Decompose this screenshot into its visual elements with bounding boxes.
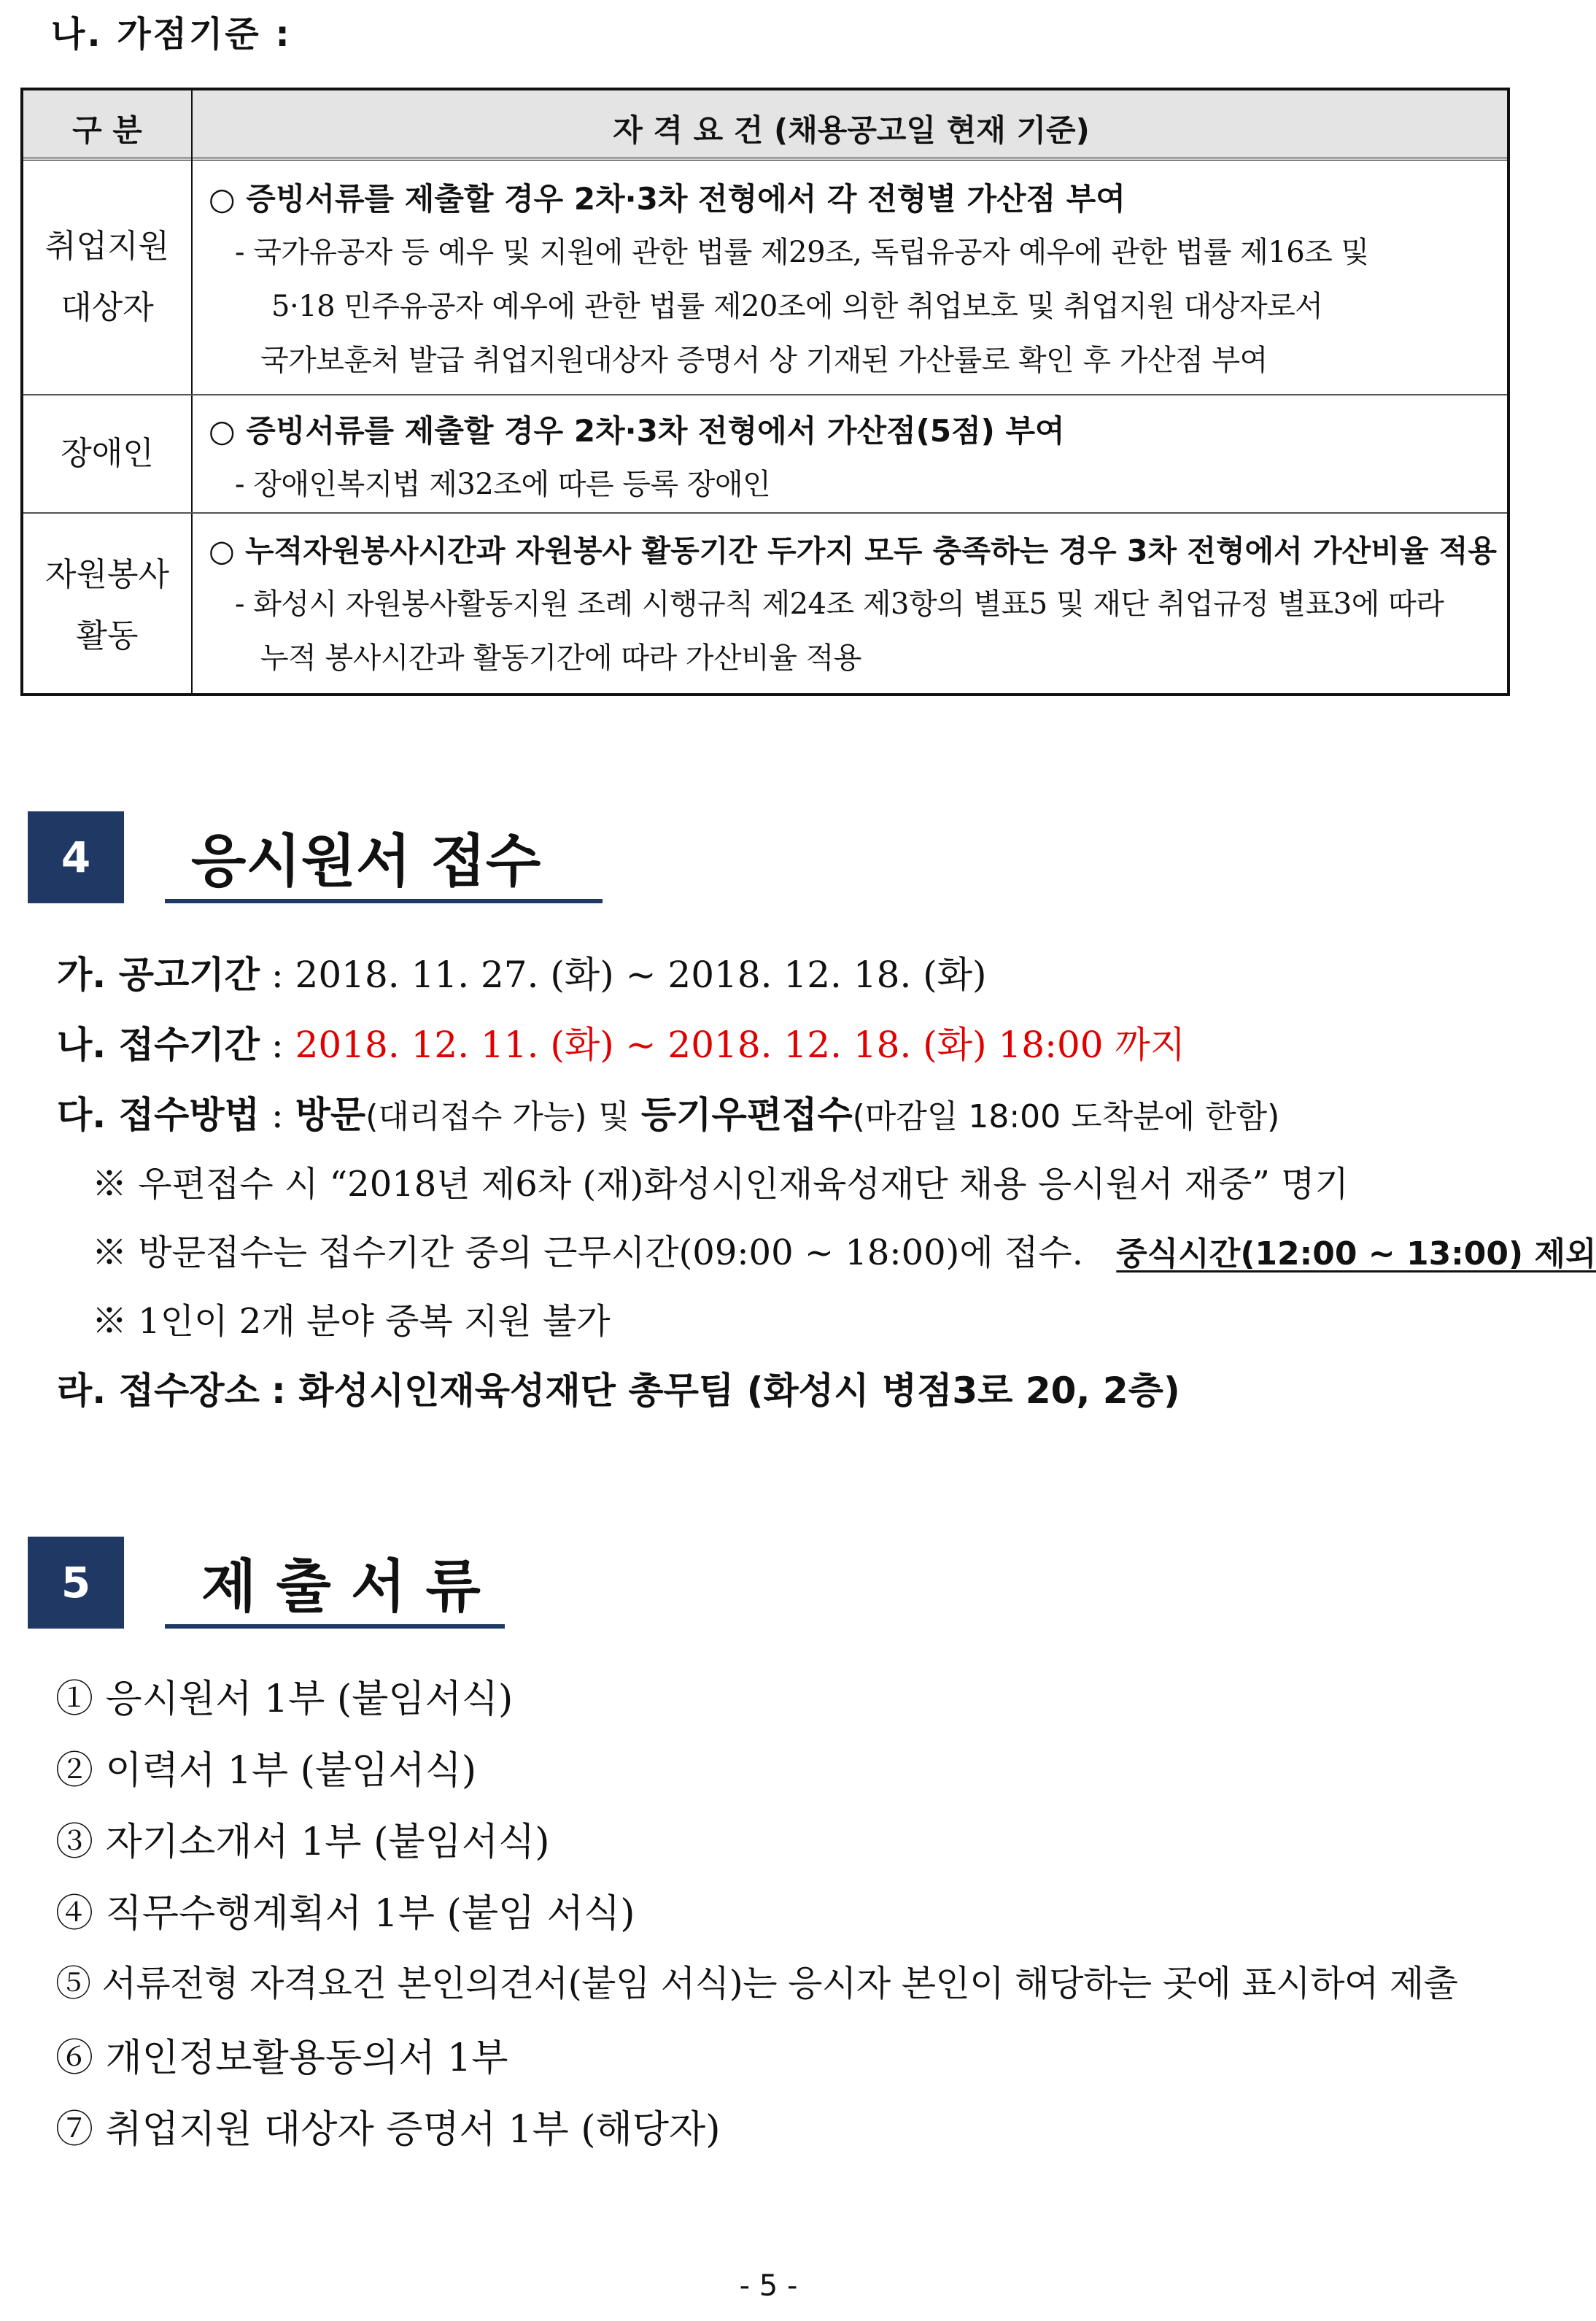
table-row-detail: - 국가유공자 등 예우 및 지원에 관한 법률 제29조, 독립유공자 예우에 관한 법률 제16조 및 (235, 236, 1369, 269)
table-row-category (23, 216, 191, 339)
method-visit-note: (대리접수 가능) (365, 1098, 587, 1135)
category-line: 자원봉사 (44, 556, 169, 593)
reception-period-line (57, 1016, 1185, 1068)
table-row-detail: 5·18 민주유공자 예우에 관한 법률 제20조에 의한 취업보호 및 취업지원 대상자로서 (271, 290, 1323, 323)
category-line: 활동 (76, 617, 139, 654)
document-item: ⑤ 서류전형 자격요건 본인의견서(붙임 서식)는 응시자 본인이 해당하는 곳에 표시하여 제출 (55, 1963, 1458, 2004)
table-row-divider (23, 394, 1507, 395)
item-label: 나. 접수기간 (57, 1024, 260, 1066)
section-number-badge: 4 (28, 811, 124, 903)
item-label: 라. 접수장소 (57, 1370, 260, 1412)
table-row-detail: 국가보훈처 발급 취업지원대상자 증명서 상 기재된 가산률로 확인 후 가산점 부여 (260, 344, 1268, 377)
document-item: ③ 자기소개서 1부 (붙임서식) (55, 1820, 550, 1864)
document-item: ④ 직무수행계획서 1부 (붙임 서식) (55, 1892, 635, 1936)
item-colon: : (271, 1024, 284, 1066)
table-row-detail: - 화성시 자원봉사활동지원 조례 시행규칙 제24조 제3항의 별표5 및 재단 취업규정 별표3에 따라 (235, 587, 1444, 621)
method-mail-note: (마감일 18:00 도착분에 한함) (852, 1098, 1280, 1135)
method-visit: 방문 (295, 1094, 366, 1136)
section-number-badge: 5 (28, 1537, 124, 1629)
table-row-heading: ○ 증빙서류를 제출할 경우 2차·3차 전형에서 가산점(5점) 부여 (209, 413, 1065, 449)
category-line: 대상자 (61, 289, 154, 326)
note-visit-text: ※ 방문접수는 접수기간 중의 근무시간(09:00 ~ 18:00)에 접수. (92, 1232, 1084, 1273)
method-and: 및 (598, 1098, 630, 1135)
section-title: 응시원서 접수 (191, 829, 541, 895)
table-row-detail: 누적 봉사시간과 활동기간에 따라 가산비율 적용 (260, 641, 861, 675)
category-line: 장애인 (61, 435, 154, 472)
section-title-underline (165, 899, 603, 903)
table-header-requirements: 자 격 요 건 (채용공고일 현재 기준) (613, 112, 1090, 148)
section-title: 제 출 서 류 (201, 1554, 481, 1620)
table-row-divider (23, 512, 1507, 514)
note-duplicate: ※ 1인이 2개 분야 중복 지원 불가 (92, 1301, 611, 1342)
item-label: 가. 공고기간 (57, 954, 260, 996)
document-item: ② 이력서 1부 (붙임서식) (55, 1749, 477, 1793)
item-label: 다. 접수방법 (57, 1094, 260, 1136)
method-mail: 등기우편접수 (640, 1094, 853, 1136)
reception-place-line (57, 1362, 1180, 1414)
document-item: ⑥ 개인정보활용동의서 1부 (55, 2036, 508, 2080)
table-row-category (23, 423, 191, 484)
bonus-criteria-table (20, 88, 1510, 696)
table-header-category: 구 분 (72, 112, 142, 148)
table-row-heading: ○ 증빙서류를 제출할 경우 2차·3차 전형에서 각 전형별 가산점 부여 (209, 181, 1126, 217)
application-period-line (57, 946, 987, 998)
category-line: 취업지원 (44, 228, 169, 265)
reception-method-line (57, 1086, 1279, 1138)
item-colon: : (271, 1094, 284, 1136)
page-number: - 5 - (739, 2269, 798, 2303)
note-visit (92, 1224, 1596, 1275)
note-lunch-exclusion: 중식시간(12:00 ~ 13:00) 제외 (1116, 1235, 1596, 1273)
section-heading-bonus-criteria: 나. 가점기준 : (51, 14, 292, 55)
item-value: : 2018. 11. 27. (화) ~ 2018. 12. 18. (화) (271, 954, 987, 996)
document-item: ① 응시원서 1부 (붙임서식) (55, 1677, 514, 1721)
table-row-category (23, 544, 191, 667)
reception-period-value: 2018. 12. 11. (화) ~ 2018. 12. 18. (화) 18:00 까지 (295, 1024, 1186, 1066)
note-mail: ※ 우편접수 시 “2018년 제6차 (재)화성시인재육성재단 채용 응시원서 재중” 명기 (92, 1164, 1349, 1205)
document-item: ⑦ 취업지원 대상자 증명서 1부 (해당자) (55, 2108, 721, 2152)
item-value: : 화성시인재육성재단 총무팀 (화성시 병점3로 20, 2층) (271, 1370, 1180, 1412)
table-row-heading: ○ 누적자원봉사시간과 자원봉사 활동기간 두가지 모두 충족하는 경우 3차 전형에서 가산비율 적용 (209, 533, 1497, 568)
section-title-underline (165, 1624, 505, 1629)
table-row-detail: - 장애인복지법 제32조에 따른 등록 장애인 (235, 468, 771, 501)
table-column-divider (191, 90, 193, 693)
